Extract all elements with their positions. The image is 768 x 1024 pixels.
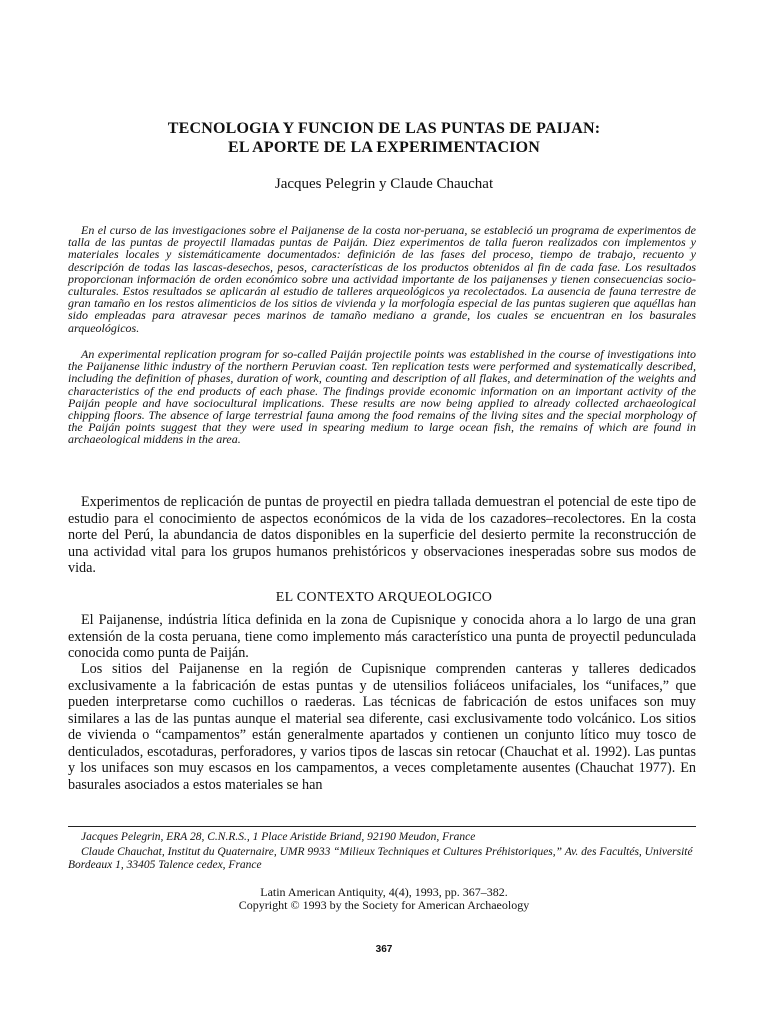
citation-line-1: Latin American Antiquity, 4(4), 1993, pp. 367–382. [260, 885, 508, 899]
title-line-2: EL APORTE DE LA EXPERIMENTACION [227, 139, 541, 156]
journal-citation [70, 886, 698, 912]
body-paragraph-intro: Experimentos de replicación de puntas de proyectil en piedra tallada demuestran el potencial de este tipo de estudio para el conocimiento de aspectos económicos de la vida de los cazadores–recolectores. En la costa norte del Perú, la abundancia de datos disponibles en la superficie del desierto permite la reconstrucción de una actividad vital para los grupos humanos prehistóricos y observaciones inesperadas sobre sus modos de vida. [68, 494, 696, 576]
title-line-1: TECNOLOGIA Y FUNCION DE LAS PUNTAS DE PAIJAN: [167, 120, 601, 137]
citation-line-2: Copyright © 1993 by the Society for American Archaeology [238, 898, 530, 912]
footnote-chauchat: Claude Chauchat, Institut du Quaternaire, UMR 9933 “Milieux Techniques et Cultures Préhistoriques,” Av. des Facultés, Université Bordeaux 1, 33405 Talence cedex, France [68, 846, 693, 871]
abstract-english: An experimental replication program for so-called Paiján projectile points was established in the course of investigations into the Paijanense lithic industry of the northern Peruvian coast. Ten replication tests were performed and systematically described, including the definition of phases, duration of work, counting and description of all flakes, and determination of the weights and characteristics of the end products of each phase. The findings provide economic information on an important activity of the Paiján people and have sociocultural implications. These results are now being applied to already collected archaeological chipping floors. The absence of large terrestrial fauna among the food remains of the living sites and the special morphology of the Paiján points suggest that they were used in spearing medium to large ocean fish, the remains of which are found in archaeological middens in the area. [68, 347, 696, 447]
body-paragraph-paijanense: El Paijanense, indústria lítica definida en la zona de Cupisnique y conocida ahora a lo largo de una gran extensión de la costa peruana, tiene como implemento más característico una punta de proyectil pedunculada conocida como punta de Paiján. [68, 612, 696, 661]
author-line: Jacques Pelegrin y Claude Chauchat [274, 176, 494, 192]
footnote-divider [68, 826, 696, 827]
abstract-spanish: En el curso de las investigaciones sobre el Paijanense de la costa nor-peruana, se estableció un programa de experimentos de talla de las puntas de proyectil llamadas puntas de Paiján. Diez experimentos de talla fueron realizados con implementos y materiales locales y sistemáticamente documentados: definición de las fases del proceso, tiempo de trabajo, recuento y descripción de todas las lascas-desechos, pesos, características de los productos obtenidos al fin de cada fase. Los resultados proporcionan información de orden económico sobre una actividad importante de los paijanenses y tienen consecuencias socio-culturales. Estos resultados se aplicarán al estudio de talleres arqueológicos ya recolectados. La ausencia de fauna terrestre de gran tamaño en los restos alimenticios de los sitios de vivienda y la morfología especial de las puntas sugieren que aquéllas han sido empleadas para atravesar peces marinos de tamaño mediano a grande, los cuales se encuentran en los basurales arqueológicos. [68, 223, 696, 335]
section-heading: EL CONTEXTO ARQUEOLOGICO [275, 590, 493, 605]
paper-title [70, 119, 698, 157]
page-number: 367 [375, 944, 393, 955]
body-paragraph-sitios: Los sitios del Paijanense en la región de Cupisnique comprenden canteras y talleres dedicados exclusivamente a la fabricación de estas puntas y de utensilios foliáceos unifaciales, los “unifaces,” que pueden interpretarse como cuchillos o raederas. Las técnicas de fabricación de estos unifaces son muy similares a las de las puntas aunque el material sea diferente, casi exclusivamente todo volcánico. Los sitios de vivienda o “campamentos” están generalmente apartados y contienen un conjunto lítico muy tosco de denticulados, escotaduras, perforadores, y varios tipos de lascas sin retocar (Chauchat et al. 1992). Las puntas y los unifaces son muy escasos en los campamentos, a veces completamente ausentes (Chauchat 1977). En basurales asociados a estos materiales se han [68, 661, 696, 793]
footnote-pelegrin: Jacques Pelegrin, ERA 28, C.N.R.S., 1 Place Aristide Briand, 92190 Meudon, France [81, 831, 476, 843]
